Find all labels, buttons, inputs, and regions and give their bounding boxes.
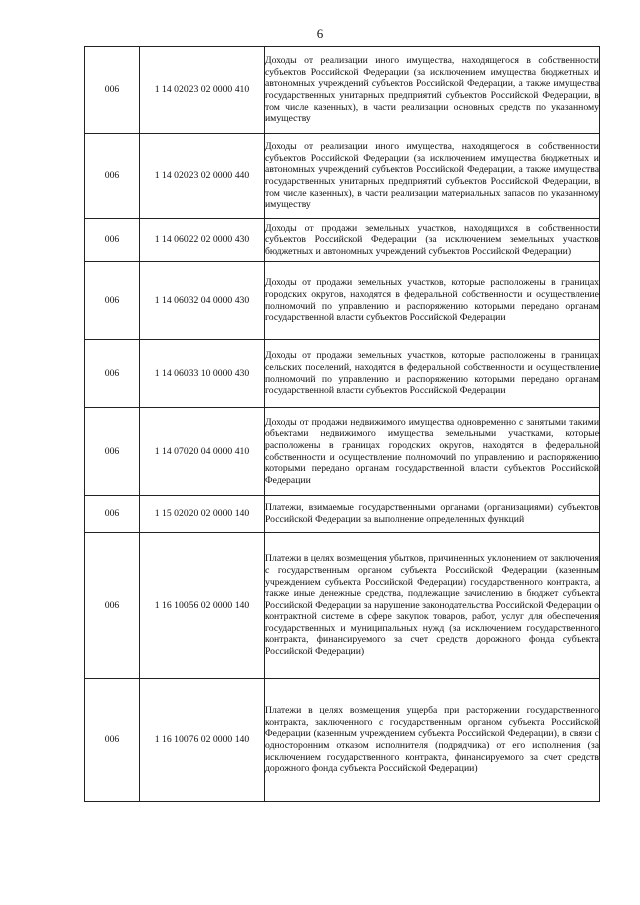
admin-code-cell: 006 — [85, 533, 140, 679]
description-text: Платежи, взимаемые государственными органами (организациями) субъектов Российской Федерации за выполнение определенных функций — [265, 502, 599, 525]
description-text: Платежи в целях возмещения убытков, причиненных уклонением от заключения с государственным органом субъекта Российской Федерации (казенным учреждением субъекта Российской Федерации) государственного контракта, а также иные денежные средства, подлежащие зачислению в бюджет субъекта Российской Федерации за нарушение законодательства Российской Федерации о контрактной системе в сфере закупок товаров, работ, услуг для обеспечения государственных и муниципальных нужд (за исключением государственного контракта, финансируемого за счет средств дорожного фонда субъекта Российской Федерации) — [265, 553, 599, 658]
table-row — [85, 134, 600, 219]
admin-code-cell: 006 — [85, 408, 140, 496]
table-row — [85, 408, 600, 496]
description-text: Доходы от продажи недвижимого имущества одновременно с занятыми такими объектами недвижимого имущества земельными участками, которые расположены в границах городских округов, находятся в федеральной собственности и осуществление полномочий по управлению и распоряжению которыми передано органам государственной власти субъектов Российской Федерации — [265, 416, 599, 486]
description-text: Доходы от продажи земельных участков, находящихся в собственности субъектов Российской Федерации (за исключением земельных участков бюджетных и автономных учреждений субъектов Российской Федерации) — [265, 222, 599, 257]
revenue-codes-table — [84, 46, 600, 802]
table-row — [85, 496, 600, 533]
budget-code-cell: 1 14 06022 02 0000 430 — [140, 219, 265, 262]
description-text: Доходы от реализации иного имущества, находящегося в собственности субъектов Российской Федерации (за исключением имущества бюджетных и автономных учреждений субъектов Российской Федерации, а также имущества государственных унитарных предприятий субъектов Российской Федерации, в том числе казенных), в части реализации материальных запасов по указанному имуществу — [265, 141, 599, 211]
budget-code-cell: 1 16 10056 02 0000 140 — [140, 533, 265, 679]
table-row — [85, 340, 600, 408]
admin-code-cell: 006 — [85, 134, 140, 219]
admin-code-cell: 006 — [85, 496, 140, 533]
description-text: Доходы от продажи земельных участков, которые расположены в границах сельских поселений, находятся в федеральной собственности и осуществление полномочий по управлению и распоряжению которыми передано органам государственной власти субъектов Российской Федерации — [265, 350, 599, 397]
description-cell — [265, 679, 600, 802]
budget-code-cell: 1 14 02023 02 0000 440 — [140, 134, 265, 219]
budget-code-cell: 1 14 02023 02 0000 410 — [140, 47, 265, 134]
page-number: 6 — [316, 26, 324, 41]
admin-code-cell: 006 — [85, 262, 140, 340]
description-cell — [265, 262, 600, 340]
table-row — [85, 47, 600, 134]
description-cell — [265, 496, 600, 533]
budget-code-cell: 1 15 02020 02 0000 140 — [140, 496, 265, 533]
description-cell — [265, 134, 600, 219]
admin-code-cell: 006 — [85, 47, 140, 134]
description-cell — [265, 408, 600, 496]
description-text: Доходы от продажи земельных участков, которые расположены в границах городских округов, находятся в федеральной собственности и осуществление полномочий по управлению и распоряжению которыми передано органам государственной власти субъектов Российской Федерации — [265, 277, 599, 324]
description-text: Платежи в целях возмещения ущерба при расторжении государственного контракта, заключенного с государственным органом субъекта Российской Федерации (казенным учреждением субъекта Российской Федерации), в связи с односторонним отказом исполнителя (подрядчика) от его исполнения (за исключением государственного контракта, финансируемого за счет средств дорожного фонда субъекта Российской Федерации) — [265, 705, 599, 775]
budget-code-cell: 1 14 06032 04 0000 430 — [140, 262, 265, 340]
description-cell — [265, 47, 600, 134]
budget-code-cell: 1 16 10076 02 0000 140 — [140, 679, 265, 802]
table-row — [85, 533, 600, 679]
table-row — [85, 679, 600, 802]
description-text: Доходы от реализации иного имущества, находящегося в собственности субъектов Российской Федерации (за исключением имущества бюджетных и автономных учреждений субъектов Российской Федерации, а также имущества государственных унитарных предприятий субъектов Российской Федерации, в том числе казенных), в части реализации основных средств по указанному имуществу — [265, 55, 599, 125]
description-cell — [265, 340, 600, 408]
table-row — [85, 219, 600, 262]
description-cell — [265, 533, 600, 679]
table-row — [85, 262, 600, 340]
description-cell — [265, 219, 600, 262]
admin-code-cell: 006 — [85, 340, 140, 408]
budget-code-cell: 1 14 07020 04 0000 410 — [140, 408, 265, 496]
admin-code-cell: 006 — [85, 219, 140, 262]
budget-code-cell: 1 14 06033 10 0000 430 — [140, 340, 265, 408]
admin-code-cell: 006 — [85, 679, 140, 802]
